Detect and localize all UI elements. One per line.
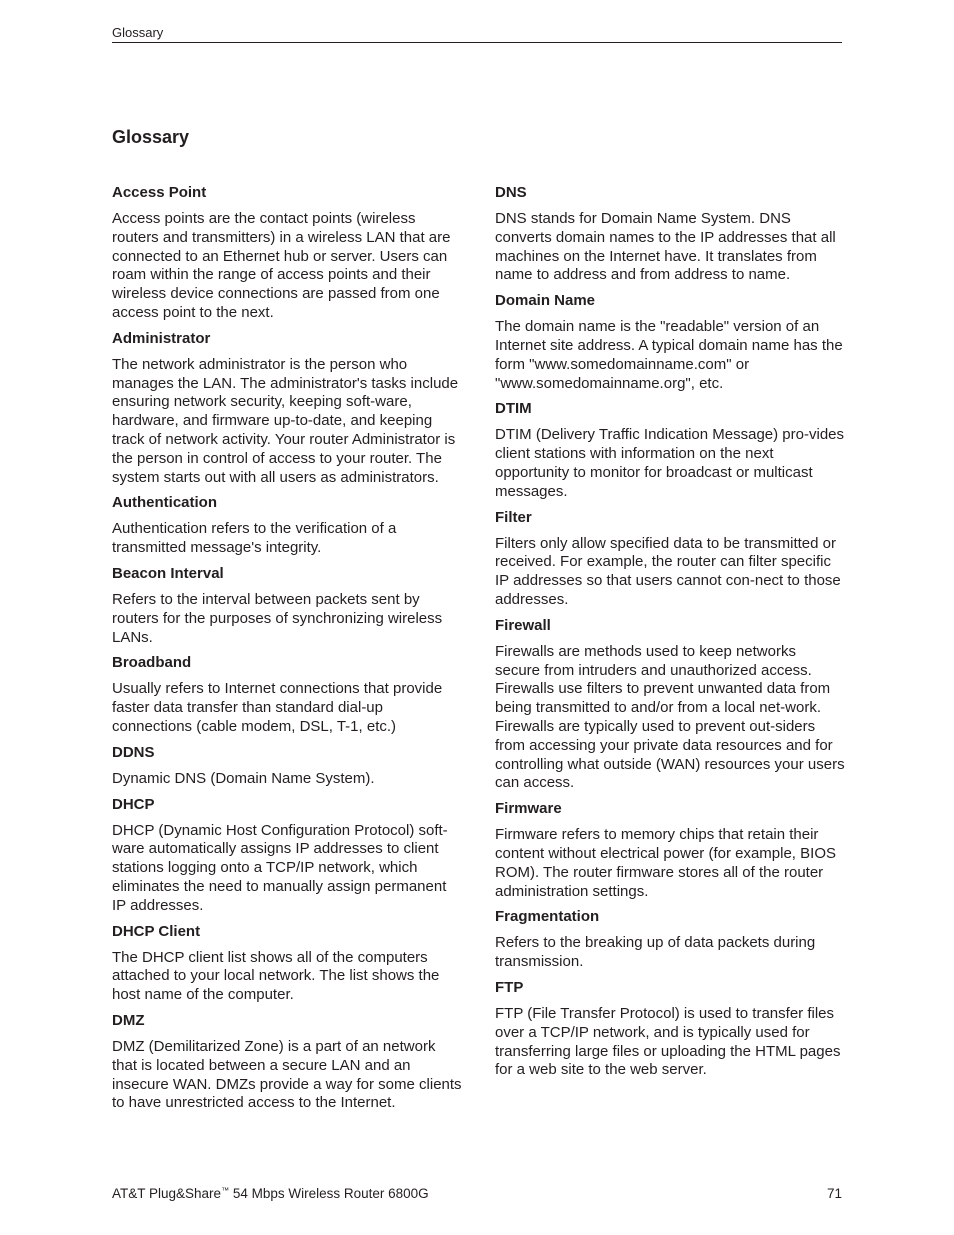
glossary-definition: DTIM (Delivery Traffic Indication Message) pro-vides client stations with information on the next opportunity to monitor for broadcast or multicast messages. — [495, 426, 844, 500]
glossary-definition: DMZ (Demilitarized Zone) is a part of an network that is located between a secure LAN and an insecure WAN. DMZs provide a way for some clients to have unrestricted access to the Internet. — [112, 1037, 462, 1112]
glossary-definition: Refers to the breaking up of data packets during transmission. — [495, 934, 816, 971]
glossary-definition: The network administrator is the person who manages the LAN. The administrator's tasks include ensuring network security, keeping soft-ware, hardware, and firmware up-to-date, and keeping track of network activity. Your router Administrator is the person in control of access to your router. The system starts out with all users as administrators. — [112, 355, 459, 486]
glossary-entry — [495, 978, 845, 1080]
glossary-term: Administrator — [112, 329, 211, 347]
glossary-term: DMZ — [112, 1011, 145, 1029]
glossary-entry — [495, 291, 845, 393]
glossary-definition: FTP (File Transfer Protocol) is used to transfer files over a TCP/IP network, and is typically used for transferring large files or uploading the HTML pages for a web site to the web server. — [495, 1004, 841, 1079]
glossary-definition: Filters only allow specified data to be transmitted or received. For example, the router can filter specific IP addresses so that users cannot con-nect to those addresses. — [495, 534, 841, 608]
glossary-term: Domain Name — [495, 292, 596, 310]
glossary-definition: The DHCP client list shows all of the computers attached to your local network. The list shows the host name of the computer. — [112, 948, 440, 1004]
glossary-definition: The domain name is the "readable" version of an Internet site address. A typical domain name has the form "www.somedomainname.com" or "www.somedomainname.org", etc. — [495, 318, 843, 392]
glossary-term: DDNS — [112, 743, 155, 761]
glossary-term: Firewall — [495, 616, 551, 634]
glossary-column-right — [495, 183, 845, 1080]
page-number: 71 — [826, 1186, 842, 1201]
glossary-term: FTP — [495, 978, 524, 996]
glossary-definition: Dynamic DNS (Domain Name System). — [112, 769, 375, 787]
glossary-definition: Refers to the interval between packets sent by routers for the purposes of synchronizing wireless LANs. — [112, 590, 443, 646]
trademark-symbol: ™ — [221, 1186, 230, 1195]
glossary-definition: DHCP (Dynamic Host Configuration Protocol) soft-ware automatically assigns IP addresses to client stations logging onto a TCP/IP network, which eliminates the need to manually assign permanent IP addresses. — [112, 821, 448, 914]
glossary-entry — [112, 653, 462, 736]
glossary-entry — [112, 183, 462, 323]
glossary-entry — [495, 616, 845, 793]
glossary-definition: Firewalls are methods used to keep networks secure from intruders and unauthorized access. Firewalls use filters to prevent unwanted data from being transmitted to and/or from a local net-work. Firewalls are typically used to prevent out-siders from accessing your private data resources and for controlling what outside (WAN) resources your users can access. — [495, 642, 845, 792]
glossary-term: Access Point — [112, 184, 207, 201]
glossary-definition: Usually refers to Internet connections that provide faster data transfer than standard dial-up connections (cable modem, DSL, T-1, etc.) — [112, 680, 443, 735]
glossary-entry — [495, 183, 845, 285]
glossary-entry — [495, 399, 845, 501]
glossary-column-left — [112, 183, 462, 1113]
glossary-entry — [112, 743, 462, 789]
glossary-term: Authentication — [112, 494, 217, 512]
glossary-term: Broadband — [112, 654, 192, 672]
glossary-term: Beacon Interval — [112, 564, 224, 582]
glossary-entry — [112, 329, 462, 488]
glossary-entry — [112, 564, 462, 647]
glossary-term: DNS — [495, 184, 527, 201]
glossary-entry — [112, 493, 462, 558]
glossary-entry — [495, 508, 845, 610]
glossary-entry — [112, 795, 462, 916]
footer-product-name — [112, 1186, 429, 1201]
running-header: Glossary — [112, 25, 164, 40]
glossary-term: DHCP Client — [112, 922, 201, 940]
glossary-entry — [495, 799, 845, 901]
footer-product-prefix: AT&T Plug&Share — [112, 1186, 222, 1201]
glossary-definition: DNS stands for Domain Name System. DNS converts domain names to the IP addresses that all machines on the Internet have. It translates from name to address and from address to name. — [495, 210, 836, 284]
glossary-term: DTIM — [495, 400, 532, 418]
glossary-term: Fragmentation — [495, 908, 600, 926]
glossary-term: Firmware — [495, 800, 562, 818]
glossary-entry — [112, 1011, 462, 1113]
glossary-entry — [495, 907, 845, 972]
glossary-definition: Authentication refers to the verification of a transmitted message's integrity. — [112, 520, 397, 557]
page-title: Glossary — [112, 127, 190, 147]
glossary-definition: Firmware refers to memory chips that retain their content without electrical power (for example, BIOS ROM). The router firmware stores all of the router administration settings. — [495, 826, 836, 900]
header-rule — [112, 42, 842, 43]
glossary-entry — [112, 922, 462, 1005]
glossary-term: DHCP — [112, 795, 155, 813]
footer-product-suffix: 54 Mbps Wireless Router 6800G — [229, 1186, 429, 1201]
glossary-term: Filter — [495, 508, 532, 526]
glossary-definition: Access points are the contact points (wireless routers and transmitters) in a wireless LAN that are connected to an Ethernet hub or server. Users can roam within the range of access points and their wireless device connections are passed from one access point to the next. — [112, 210, 451, 321]
